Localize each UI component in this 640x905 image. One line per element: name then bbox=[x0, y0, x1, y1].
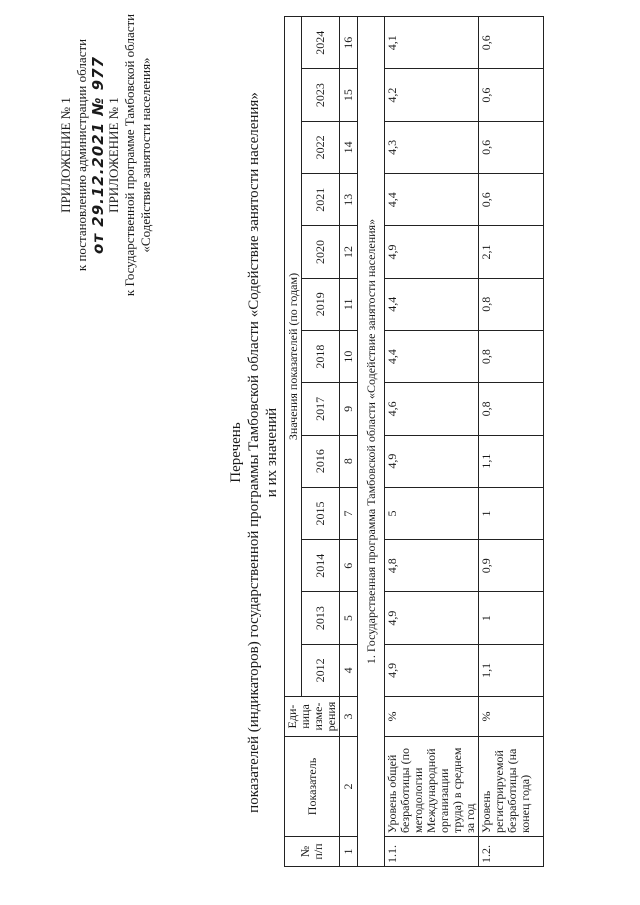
row-value: 0,6 bbox=[479, 174, 544, 226]
appendix-decree-ref: к постановлению администрации области bbox=[74, 38, 89, 272]
row-value: 1 bbox=[479, 592, 544, 644]
row-value: 4,9 bbox=[385, 644, 479, 696]
row-value: 4,2 bbox=[385, 69, 479, 121]
header-year: 2021 bbox=[302, 174, 340, 226]
row-indicator: Уровень общей безработицы (по методологии Международной организации труда) в среднем за год bbox=[385, 737, 479, 837]
appendix-title: ПРИЛОЖЕНИЕ № 1 bbox=[58, 97, 73, 213]
indicators-table bbox=[284, 16, 544, 867]
header-year: 2020 bbox=[302, 226, 340, 278]
section-row bbox=[358, 17, 385, 867]
column-number: 8 bbox=[340, 435, 358, 487]
row-value: 4,1 bbox=[385, 17, 479, 69]
row-unit: % bbox=[385, 697, 479, 737]
appendix-program-ref: к Государственной программе Тамбовской области bbox=[122, 13, 137, 297]
row-number: 1.2. bbox=[479, 837, 544, 867]
row-value: 0,8 bbox=[479, 278, 544, 330]
document-subtitle-end: и их значений bbox=[264, 407, 280, 498]
column-number: 13 bbox=[340, 174, 358, 226]
column-number: 4 bbox=[340, 644, 358, 696]
section-title: 1. Государственная программа Тамбовской области «Содействие занятости населения» bbox=[358, 17, 385, 867]
header-year: 2023 bbox=[302, 69, 340, 121]
row-indicator: Уровень регистрируемой безработицы (на конец года) bbox=[479, 737, 544, 837]
header-year: 2015 bbox=[302, 487, 340, 539]
column-number: 1 bbox=[340, 837, 358, 867]
document-subtitle: показателей (индикаторов) государственной программы Тамбовской области «Содействие занятости населения» bbox=[246, 92, 262, 813]
handwritten-decree-date: от 29.12.2021 № 977 bbox=[89, 56, 107, 254]
row-value: 1,1 bbox=[479, 644, 544, 696]
table-header-row bbox=[285, 17, 302, 867]
table-row bbox=[385, 17, 479, 867]
row-value: 4,9 bbox=[385, 226, 479, 278]
appendix-title-2: ПРИЛОЖЕНИЕ № 1 bbox=[106, 97, 121, 213]
column-number: 3 bbox=[340, 697, 358, 737]
column-number: 15 bbox=[340, 69, 358, 121]
header-year: 2017 bbox=[302, 383, 340, 435]
row-unit: % bbox=[479, 697, 544, 737]
column-number: 11 bbox=[340, 278, 358, 330]
row-number: 1.1. bbox=[385, 837, 479, 867]
header-year: 2014 bbox=[302, 540, 340, 592]
row-value: 0,6 bbox=[479, 121, 544, 173]
row-value: 1 bbox=[479, 487, 544, 539]
row-value: 0,6 bbox=[479, 17, 544, 69]
document-title: Перечень bbox=[228, 422, 244, 483]
column-number: 9 bbox=[340, 383, 358, 435]
row-value: 4,4 bbox=[385, 174, 479, 226]
column-number: 6 bbox=[340, 540, 358, 592]
row-value: 4,4 bbox=[385, 330, 479, 382]
row-value: 0,6 bbox=[479, 69, 544, 121]
header-indicator: Показатель bbox=[285, 737, 340, 837]
header-year: 2016 bbox=[302, 435, 340, 487]
column-number: 16 bbox=[340, 17, 358, 69]
row-value: 4,8 bbox=[385, 540, 479, 592]
column-number-row bbox=[340, 17, 358, 867]
header-year: 2022 bbox=[302, 121, 340, 173]
row-value: 4,3 bbox=[385, 121, 479, 173]
header-year: 2019 bbox=[302, 278, 340, 330]
row-value: 4,6 bbox=[385, 383, 479, 435]
row-value: 0,8 bbox=[479, 383, 544, 435]
column-number: 2 bbox=[340, 737, 358, 837]
column-number: 5 bbox=[340, 592, 358, 644]
row-value: 4,9 bbox=[385, 435, 479, 487]
table-row bbox=[479, 17, 544, 867]
appendix-program-name: «Содействие занятости населения» bbox=[138, 57, 153, 253]
row-value: 5 bbox=[385, 487, 479, 539]
header-year: 2013 bbox=[302, 592, 340, 644]
row-value: 4,4 bbox=[385, 278, 479, 330]
header-year: 2018 bbox=[302, 330, 340, 382]
header-year: 2012 bbox=[302, 644, 340, 696]
row-value: 0,8 bbox=[479, 330, 544, 382]
row-value: 0,9 bbox=[479, 540, 544, 592]
header-values-group: Значения показателей (по годам) bbox=[285, 17, 302, 697]
header-year: 2024 bbox=[302, 17, 340, 69]
header-unit: Еди-ница изме-рения bbox=[285, 697, 340, 737]
header-num: № п/п bbox=[285, 837, 340, 867]
column-number: 7 bbox=[340, 487, 358, 539]
column-number: 10 bbox=[340, 330, 358, 382]
column-number: 14 bbox=[340, 121, 358, 173]
row-value: 4,9 bbox=[385, 592, 479, 644]
row-value: 2,1 bbox=[479, 226, 544, 278]
row-value: 1,1 bbox=[479, 435, 544, 487]
column-number: 12 bbox=[340, 226, 358, 278]
appendix-block bbox=[58, 5, 154, 305]
